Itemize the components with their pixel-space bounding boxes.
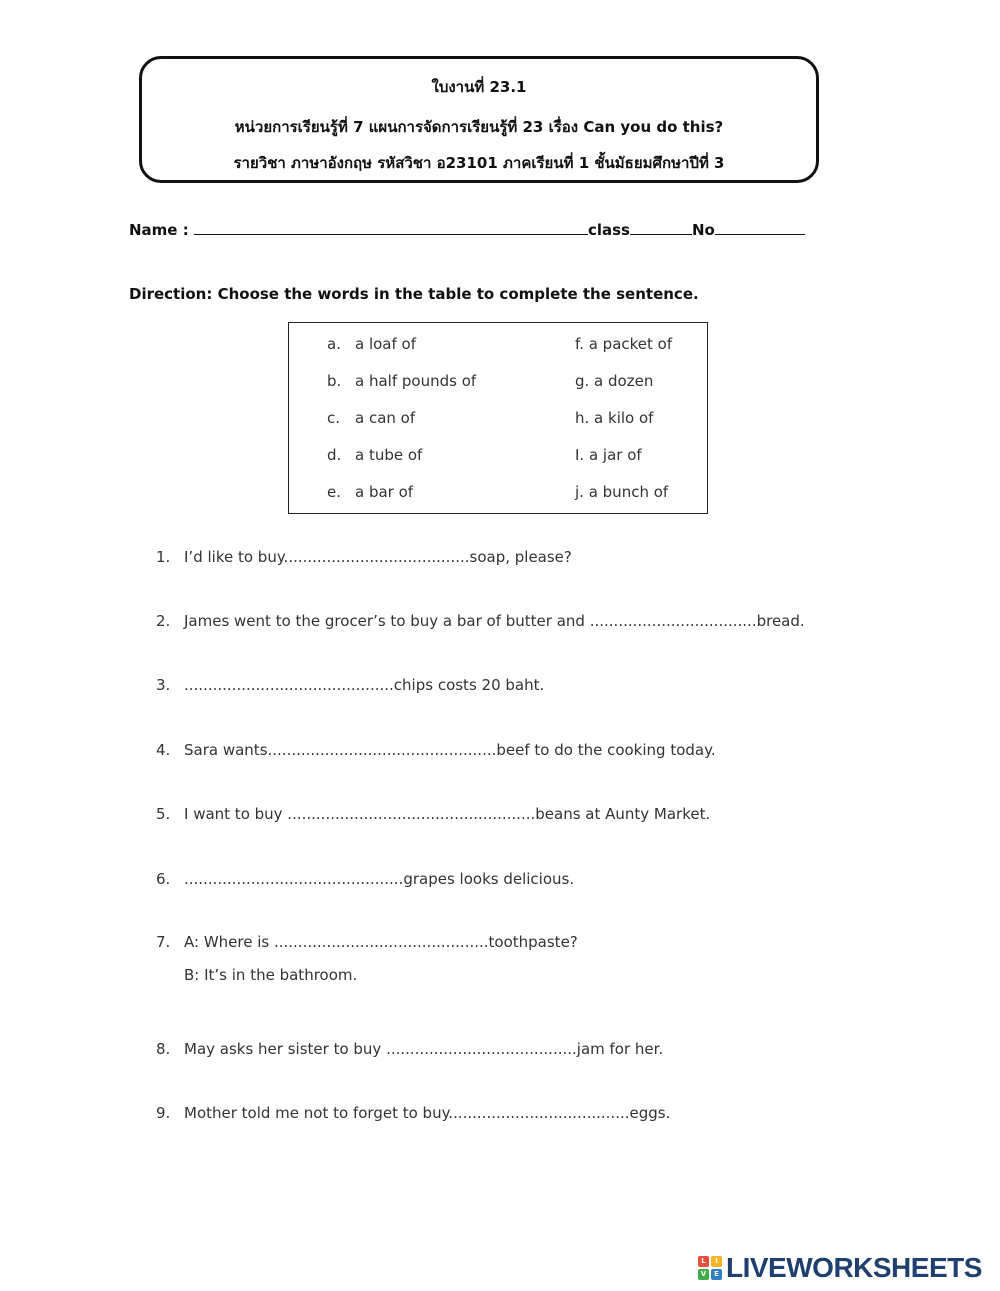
class-blank [630,220,692,235]
logo-tiles-icon [698,1256,722,1280]
question-text: Sara wants................................................beef to do the cooking today. [184,741,716,759]
question-2 [156,612,805,630]
choice-letter: e. [327,483,341,501]
choice-g: g. a dozen [575,372,654,390]
question-4 [156,741,716,759]
lesson-unit-line: หน่วยการเรียนรู้ที่ 7 แผนการจัดการเรียนรู้ที่ 23 เรื่อง Can you do this? [234,118,724,136]
question-text: A: Where is .............................................toothpaste? [184,933,578,951]
logo-tile: L [698,1256,709,1267]
choice-a [327,335,416,353]
question-number: 9. [156,1104,171,1122]
logo-tile: E [711,1269,722,1280]
question-text: James went to the grocer’s to buy a bar of butter and ...................................bread. [184,612,805,630]
choice-letter: b. [327,372,342,390]
student-info-line [129,220,805,239]
choice-letter: d. [327,446,342,464]
question-text: ..............................................grapes looks delicious. [184,870,575,888]
choice-c [327,409,415,427]
subject-line: รายวิชา ภาษาอังกฤษ รหัสวิชา อ23101 ภาคเรียนที่ 1 ชั้นมัธยมศึกษาปีที่ 3 [233,154,725,172]
choice-text: a loaf of [355,335,417,353]
choice-text: a can of [355,409,416,427]
worksheet-number: ใบงานที่ 23.1 [431,78,527,96]
question-text: Mother told me not to forget to buy......................................eggs. [184,1104,671,1122]
question-1 [156,548,572,566]
direction-text: Direction: Choose the words in the table to complete the sentence. [129,285,699,303]
choice-text: a bar of [355,483,414,501]
question-number: 8. [156,1040,171,1058]
question-text: I want to buy ....................................................beans at Aunty Market. [184,805,711,823]
question-number: 3. [156,676,171,694]
name-label: Name : [129,221,189,239]
liveworksheets-logo [698,1253,982,1283]
logo-tile: I [711,1256,722,1267]
word-choice-table [288,322,708,514]
question-6 [156,870,574,888]
worksheet-header [139,56,819,183]
question-9 [156,1104,670,1122]
choice-text: a tube of [355,446,423,464]
question-3 [156,676,544,694]
choice-b [327,372,476,390]
choice-text: a half pounds of [355,372,477,390]
question-number: 2. [156,612,171,630]
name-blank [194,220,588,235]
choice-j: j. a bunch of [575,483,669,501]
no-blank [715,220,805,235]
no-label: No [691,221,715,239]
choice-d [327,446,422,464]
choice-letter: a. [327,335,341,353]
question-7 [156,933,578,951]
question-number: 6. [156,870,171,888]
question-number: 1. [156,548,171,566]
question-number: 5. [156,805,171,823]
question-number: 7. [156,933,171,951]
logo-tile: V [698,1269,709,1280]
choice-h: h. a kilo of [575,409,654,427]
question-text: May asks her sister to buy ........................................jam for her. [184,1040,664,1058]
question-7-answer-line: B: It’s in the bathroom. [184,966,358,984]
question-number: 4. [156,741,171,759]
choice-letter: c. [327,409,341,427]
class-label: class [587,221,630,239]
question-text: I’d like to buy.......................................soap, please? [184,548,572,566]
question-8 [156,1040,663,1058]
choice-f: f. a packet of [575,335,673,353]
logo-text: LIVEWORKSHEETS [726,1252,982,1283]
choice-e [327,483,413,501]
choice-i: I. a jar of [575,446,642,464]
question-5 [156,805,710,823]
question-text: ............................................chips costs 20 baht. [184,676,545,694]
